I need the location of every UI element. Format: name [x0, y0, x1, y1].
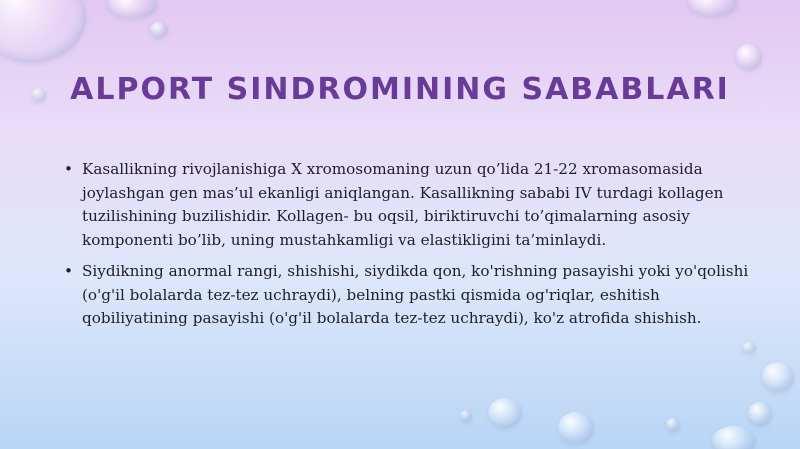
water-droplet-icon	[742, 342, 756, 354]
water-droplet-icon	[688, 0, 738, 16]
water-droplet-icon	[712, 426, 756, 449]
water-droplet-icon	[0, 0, 86, 62]
slide-title: ALPORT SINDROMINING SABABLARI	[70, 72, 730, 107]
water-droplet-icon	[108, 0, 158, 18]
water-droplet-icon	[558, 412, 594, 444]
water-droplet-icon	[748, 402, 772, 426]
water-droplet-icon	[150, 22, 168, 38]
water-droplet-icon	[666, 418, 680, 432]
bullet-item: • Kasallikning rivojlanishiga X xromosomaning uzun qo’lida 21-22 xromasomasida joylashgan gen mas’ul ekanligi aniqlangan. Kasallikning sababi IV turdagi kollagen tuzilishining buzilishidir. Kollagen- bu oqsil, biriktiruvchi to’qimalarning asosiy komponenti bo’lib, uning mustahkamligi va elastikligini ta’minlaydi.	[62, 158, 752, 252]
bullet-list	[62, 158, 752, 339]
water-droplet-icon	[460, 410, 472, 422]
water-droplet-icon	[488, 398, 522, 428]
water-droplet-icon	[736, 44, 762, 70]
bullet-item: • Siydikning anormal rangi, shishishi, siydikda qon, ko'rishning pasayishi yoki yo'qolishi (o'g'il bolalarda tez-tez uchraydi), belning pastki qismida og'riqlar, eshitish qobiliyatining pasayishi (o'g'il bolalarda tez-tez uchraydi), ko'z atrofida shishish.	[62, 260, 752, 331]
water-droplet-icon	[762, 362, 794, 392]
